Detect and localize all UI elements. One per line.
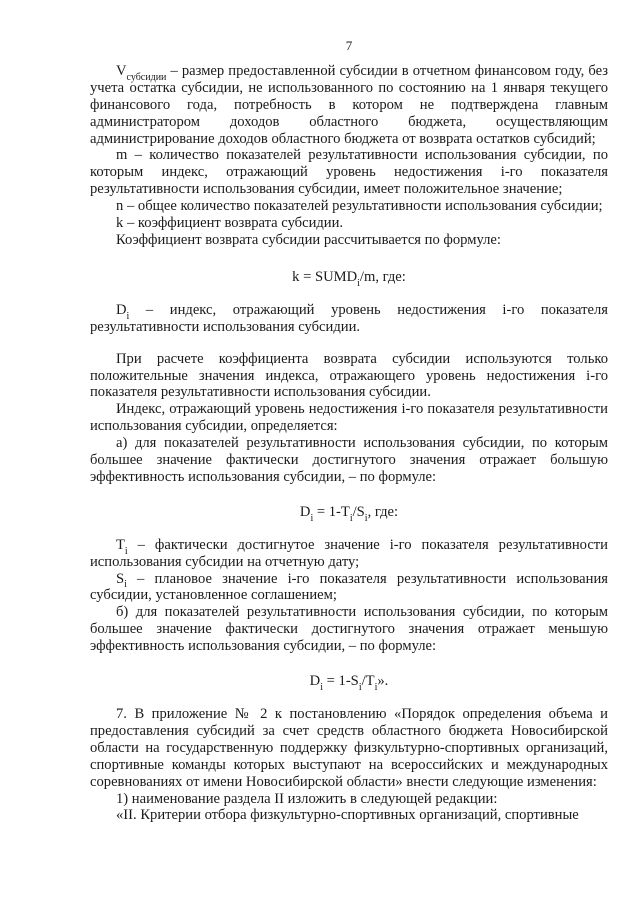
formula-part: /m, где: (359, 268, 406, 285)
subscript: i (124, 579, 127, 591)
paragraph-positive-values: При расчете коэффициента возврата субсидии используются только положительные значения индекса, отражающего уровень недостижения i-го показателя результативности использования субсидии. (90, 350, 608, 401)
formula-d-b (90, 673, 608, 693)
formula-part: /T (361, 673, 375, 690)
formula-subscript: i (320, 682, 323, 693)
paragraph-s (90, 571, 608, 605)
formula-k (90, 268, 608, 289)
formula-subscript: i (374, 682, 378, 693)
formula-subscript: i (310, 512, 314, 524)
formula-part: = 1-S (323, 673, 359, 690)
paragraph-text: – плановое значение i-го показателя результативности использования субсидии, установленное соглашением; (90, 570, 608, 604)
paragraph-text: – размер предоставленной субсидии в отчетном финансовом году, без учета остатка субсидии, не использованного по состоянию на 1 января текущего финансового года, потребность в котором не подтверждена главным администратором доходов областного бюджета, осуществляющим администрирование доходов областного бюджета от возврата остатков субсидий; (90, 62, 608, 147)
paragraph-case-a: а) для показателей результативности использования субсидии, по которым большее значение фактически достигнутого значения отражает большую эффективность использования субсидии, – по формуле: (90, 435, 608, 485)
paragraph-section-title: «II. Критерии отбора физкультурно-спортивных организаций, спортивные (116, 807, 579, 824)
formula-part: ». (377, 673, 389, 690)
formula-part: k = SUMD (292, 268, 358, 285)
subscript: субсидии (126, 71, 167, 83)
paragraph-m: m – количество показателей результативности использования субсидии, по которым индекс, отражающий уровень недостижения i-го показателя результативности использования субсидии, имеет положительное значение; (90, 147, 608, 198)
page-number: 7 (345, 38, 353, 53)
formula-d-a (90, 503, 608, 524)
paragraph-k: k – коэффициент возврата субсидии. (116, 215, 344, 232)
paragraph-text: – индекс, отражающий уровень недостижения i-го показателя результативности использования субсидии. (90, 301, 608, 335)
formula-subscript: i (349, 512, 353, 524)
paragraph-formula-intro: Коэффициент возврата субсидии рассчитывается по формуле: (116, 231, 501, 248)
formula-part: = 1-T (313, 503, 350, 520)
paragraph-n: n – общее количество показателей результативности использования субсидии; (116, 198, 603, 215)
paragraph-item-7-1: 1) наименование раздела II изложить в следующей редакции: (116, 790, 498, 807)
formula-subscript: i (357, 277, 360, 289)
paragraph-t (90, 537, 608, 571)
paragraph-index-defined: Индекс, отражающий уровень недостижения i-го показателя результативности использования субсидии, определяется: (90, 401, 608, 435)
symbol: D (116, 301, 127, 318)
formula-subscript: i (364, 512, 368, 524)
paragraph-item-7: 7. В приложение № 2 к постановлению «Порядок определения объема и предоставления субсидий за счет средств областного бюджета Новосибирской области на государственную поддержку физкультурно-спортивных организаций, спортивные команды которых выступают на всероссийских и международных соревнованиях от имени Новосибирской области» внести следующие изменения: (90, 706, 608, 790)
formula-part: , где: (367, 503, 399, 520)
paragraph-case-b: б) для показателей результативности использования субсидии, по которым большее значение фактически достигнутого значения отражает меньшую эффективность использования субсидии, – по формуле: (90, 604, 608, 655)
formula-part: D (309, 673, 321, 690)
subscript: i (124, 545, 128, 557)
symbol: V (116, 62, 127, 79)
symbol: S (116, 570, 125, 587)
paragraph-d-index (90, 302, 608, 336)
formula-subscript: i (358, 682, 362, 693)
symbol: T (116, 536, 125, 553)
paragraph-text: – фактически достигнутое значение i-го показателя результативности использования субсидии на отчетную дату; (90, 536, 608, 570)
formula-part: D (299, 503, 311, 520)
formula-part: /S (352, 503, 365, 520)
paragraph-v-subsidy (90, 63, 608, 148)
subscript: i (126, 310, 130, 322)
